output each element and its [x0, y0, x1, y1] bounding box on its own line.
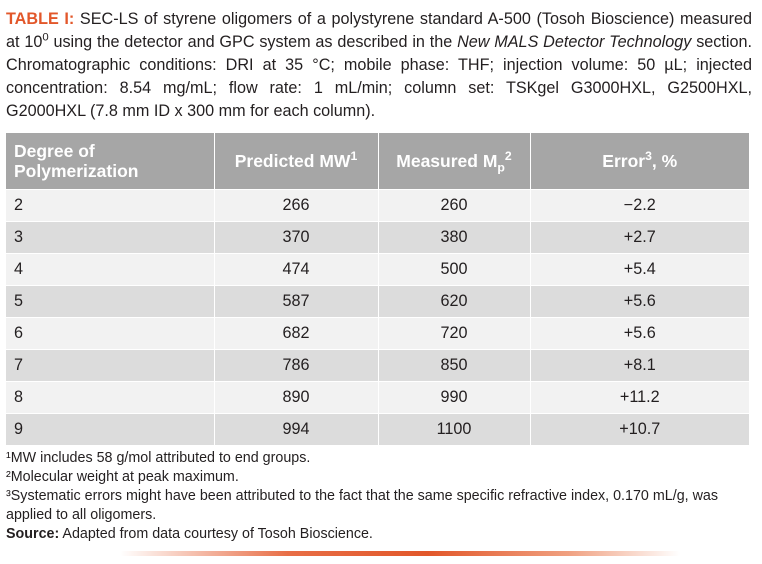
cell-predicted: 266: [214, 190, 378, 222]
decorative-footer-bar: [120, 551, 680, 556]
cell-dp: 3: [6, 222, 214, 254]
footnote-1: ¹MW includes 58 g/mol attributed to end groups.: [6, 450, 311, 466]
cell-dp: 2: [6, 190, 214, 222]
cell-predicted: 587: [214, 286, 378, 318]
table-footnotes: [6, 449, 752, 544]
table-header-row: [6, 133, 749, 190]
cell-predicted: 786: [214, 350, 378, 382]
cell-measured: 500: [378, 254, 530, 286]
table-row: [6, 318, 749, 350]
source-label: Source:: [6, 526, 60, 542]
cell-predicted: 474: [214, 254, 378, 286]
cell-measured: 260: [378, 190, 530, 222]
table-row: [6, 382, 749, 414]
caption-angle-superscript: 0: [42, 31, 49, 44]
table-row: [6, 414, 749, 446]
cell-error: +11.2: [530, 382, 749, 414]
cell-error: +5.6: [530, 286, 749, 318]
header-degree-of-polymerization: Degree of Polymerization: [6, 133, 214, 190]
table-row: [6, 254, 749, 286]
cell-measured: 1100: [378, 414, 530, 446]
cell-dp: 9: [6, 414, 214, 446]
cell-predicted: 682: [214, 318, 378, 350]
data-table-container: [6, 133, 749, 445]
cell-error: +5.4: [530, 254, 749, 286]
caption-text-3: section. Chromatographic conditions: DRI at 35 °C; mobile phase: THF; injection volume: 50 µL; injected concentration: 8.54 mg/mL; flow rate: 1 mL/min; column set: TSKgel G3000HXL, G2500HXL, G2000HXL (7.8 mm ID x 300 mm for each column).: [6, 33, 752, 120]
table-caption: [6, 8, 752, 123]
table-row: [6, 286, 749, 318]
table-row: [6, 222, 749, 254]
cell-dp: 5: [6, 286, 214, 318]
header-error: Error$^3$, %: [530, 133, 749, 190]
source-line: [6, 525, 752, 544]
table-row: [6, 190, 749, 222]
cell-error: +2.7: [530, 222, 749, 254]
cell-error: +10.7: [530, 414, 749, 446]
cell-measured: 850: [378, 350, 530, 382]
source-text: Adapted from data courtesy of Tosoh Bioscience.: [59, 526, 373, 542]
cell-dp: 7: [6, 350, 214, 382]
header-measured-mp: Measured $M_p^2$: [378, 133, 530, 190]
table-row: [6, 350, 749, 382]
cell-dp: 6: [6, 318, 214, 350]
header-predicted-mw: Predicted $MW^1$: [214, 133, 378, 190]
data-table: [6, 133, 749, 445]
cell-measured: 720: [378, 318, 530, 350]
footnote-3: ³Systematic errors might have been attributed to the fact that the same specific refractive index, 0.170 mL/g, was applied to all oligomers.: [6, 488, 719, 523]
cell-predicted: 890: [214, 382, 378, 414]
cell-measured: 620: [378, 286, 530, 318]
caption-text-1: SEC-LS of styrene oligomers of a polystyrene standard A-500 (Tosoh Bioscience) measured at 10: [6, 10, 752, 51]
footnote-2: ²Molecular weight at peak maximum.: [6, 469, 239, 485]
cell-measured: 990: [378, 382, 530, 414]
caption-text-2: using the detector and GPC system as described in the: [48, 33, 458, 51]
cell-error: −2.2: [530, 190, 749, 222]
cell-error: +5.6: [530, 318, 749, 350]
cell-measured: 380: [378, 222, 530, 254]
cell-dp: 4: [6, 254, 214, 286]
cell-dp: 8: [6, 382, 214, 414]
table-label: TABLE I:: [6, 10, 75, 28]
cell-predicted: 370: [214, 222, 378, 254]
caption-section-name: New MALS Detector Technology: [457, 33, 692, 51]
cell-predicted: 994: [214, 414, 378, 446]
cell-error: +8.1: [530, 350, 749, 382]
